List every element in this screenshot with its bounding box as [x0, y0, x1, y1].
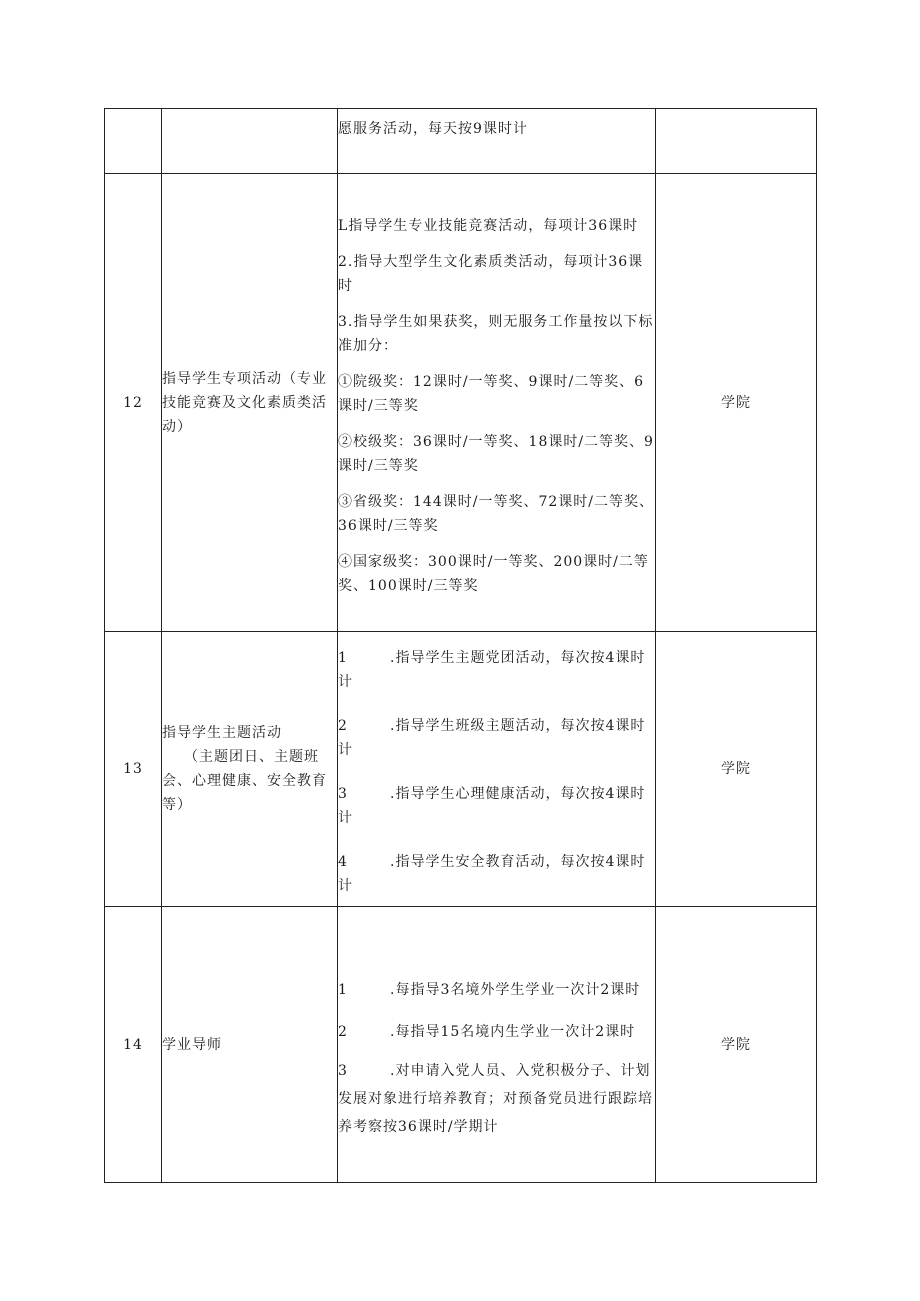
- criteria-item-index: 2: [338, 718, 348, 734]
- criteria-item: [338, 646, 655, 694]
- department-cell: 学院: [656, 632, 817, 907]
- department-cell: 学院: [656, 907, 817, 1183]
- criteria-paragraph: ③省级奖：144课时/一等奖、72课时/二等奖、36课时/三等奖: [338, 493, 654, 534]
- criteria-item-text: .指导学生心理健康活动，每次按4课时计: [338, 786, 646, 826]
- criteria-item: [338, 973, 655, 1007]
- criteria-item-text: .对申请入党人员、入党积极分子、计划发展对象进行培养教育；对预备党员进行跟踪培养考察按36课时/学期计: [338, 1062, 653, 1135]
- criteria-item-text: .每指导15名境内生学业一次计2课时: [390, 1023, 636, 1040]
- criteria-paragraph: ①院级奖：12课时/一等奖、9课时/二等奖、6课时/三等奖: [338, 373, 645, 414]
- criteria-cell: [338, 109, 656, 174]
- item-name-detail: （主题团日、主题班会、心理健康、安全教育等）: [162, 749, 327, 813]
- criteria-item-index: 3: [338, 1062, 348, 1079]
- criteria-paragraph: ②校级奖：36课时/一等奖、18课时/二等奖、9课时/三等奖: [338, 433, 654, 474]
- criteria-item: [338, 1057, 655, 1141]
- table-row-12: [105, 174, 817, 632]
- criteria-item-text: .指导学生主题党团活动，每次按4课时计: [338, 650, 646, 690]
- criteria-cell: [338, 632, 656, 907]
- criteria-item-index: 4: [338, 854, 348, 870]
- table-row-14: [105, 907, 817, 1183]
- item-name-cell: 学业导师: [162, 907, 338, 1183]
- criteria-item-index: 1: [338, 650, 348, 666]
- criteria-item-text: .指导学生安全教育活动，每次按4课时计: [338, 854, 646, 894]
- criteria-cell: [338, 174, 656, 632]
- criteria-item: [338, 782, 655, 830]
- row-number-cell: [105, 109, 162, 174]
- criteria-item-text: .每指导3名境外学生学业一次计2课时: [390, 981, 641, 998]
- department-cell: 学院: [656, 174, 817, 632]
- table-row-continued: [105, 109, 817, 174]
- row-number-cell: 14: [105, 907, 162, 1183]
- criteria-item: [338, 850, 655, 898]
- item-name-cell: 指导学生专项活动（专业技能竞赛及文化素质类活动）: [162, 174, 338, 632]
- criteria-paragraph: 愿服务活动，每天按9课时计: [338, 121, 528, 137]
- row-number-cell: 12: [105, 174, 162, 632]
- criteria-cell: [338, 907, 656, 1183]
- criteria-paragraph: 3.指导学生如果获奖，则无服务工作量按以下标准加分：: [338, 313, 654, 354]
- criteria-item-index: 2: [338, 1023, 348, 1040]
- department-cell: [656, 109, 817, 174]
- item-name-cell: [162, 632, 338, 907]
- criteria-item-text: .指导学生班级主题活动，每次按4课时计: [338, 718, 646, 758]
- workload-table: [104, 108, 817, 1183]
- table-row-13: [105, 632, 817, 907]
- item-name-title: 指导学生主题活动: [162, 725, 282, 741]
- criteria-paragraph: L指导学生专业技能竞赛活动，每项计36课时: [338, 217, 639, 234]
- row-number-cell: 13: [105, 632, 162, 907]
- criteria-paragraph: ④国家级奖：300课时/一等奖、200课时/二等奖、100课时/三等奖: [338, 553, 649, 594]
- item-name-cell: [162, 109, 338, 174]
- criteria-item-index: 1: [338, 981, 348, 998]
- criteria-item-index: 3: [338, 786, 348, 802]
- criteria-paragraph: 2.指导大型学生文化素质类活动，每项计36课时: [338, 253, 644, 294]
- criteria-item: [338, 1017, 655, 1047]
- criteria-item: [338, 714, 655, 762]
